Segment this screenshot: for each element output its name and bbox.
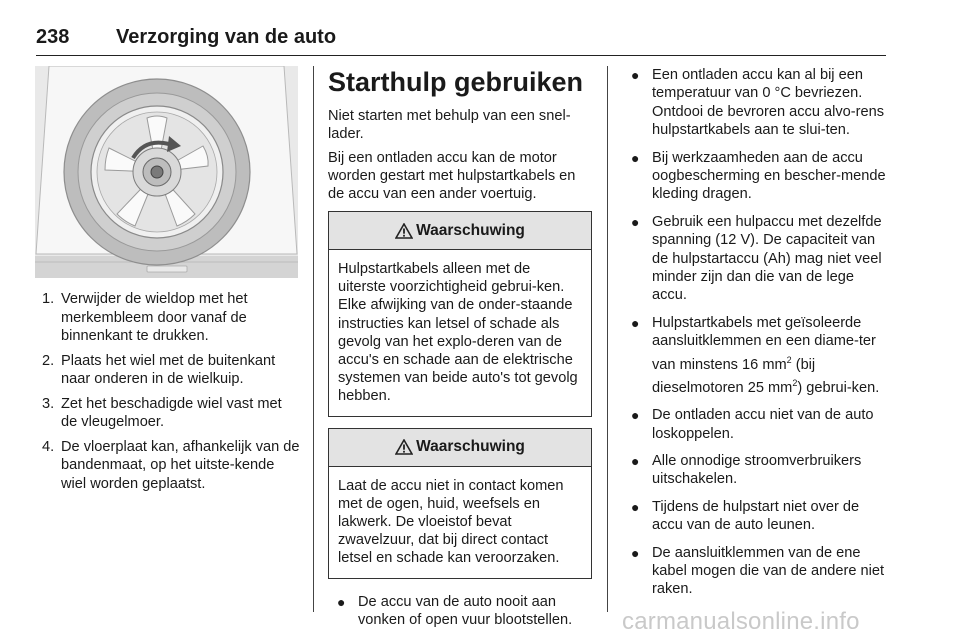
page-title: Verzorging van de auto	[116, 26, 337, 48]
column-divider	[607, 66, 608, 612]
list-item: ● Alle onnodige stroomverbruikers uitschakelen.	[631, 453, 862, 488]
column-middle	[328, 66, 592, 638]
list-item: ● Tijdens de hulpstart niet over de accu van de auto leunen.	[631, 498, 860, 534]
list-item: ● De aansluitklemmen van de ene kabel mogen die van de andere niet raken.	[631, 544, 885, 598]
list-item: 2. Plaats het wiel met de buitenkant naar onderen in de wielkuip.	[42, 352, 276, 387]
section-title: Starthulp gebruiken	[328, 67, 584, 97]
column-divider	[313, 66, 314, 612]
list-item: ● De accu van de auto nooit aan vonken of open vuur blootstellen.	[337, 593, 573, 629]
warning-label: Waarschuwing	[416, 438, 525, 456]
bullet-list	[622, 66, 890, 599]
page-header	[36, 26, 886, 56]
list-item: ● Hulpstartkabels met geïsoleerde aansluitklemmen en een diame-ter van minstens 16 $mm^2$ (bij dieselmotoren 25 $mm^2$) gebrui-ken.	[631, 314, 880, 396]
list-item: ● Een ontladen accu kan al bij een temperatuur van 0 °C bevriezen. Ontdooi de bevroren accu alvo-rens hulpstartkabels aan te slui-ten.	[631, 67, 885, 139]
watermark: carmanualsonline.info	[622, 608, 860, 635]
warning-triangle-icon	[395, 439, 413, 455]
instruction-steps	[36, 290, 300, 499]
column-right	[622, 66, 890, 608]
warning-label: Waarschuwing	[416, 221, 525, 239]
bullet-list	[328, 593, 592, 630]
warning-text: Laat de accu niet in contact komen met de ogen, huid, weefsels en lakwerk. De vloeistof bevat zwavelzuur, dat bij direct contact letsel en schade kan veroorzaken.	[338, 477, 564, 567]
intro-paragraph: Niet starten met behulp van een snel-lader.	[328, 108, 571, 142]
intro-paragraph: Bij een ontladen accu kan de motor worden gestart met hulpstartkabels en de accu van een ander voertuig.	[328, 150, 576, 202]
list-item: ● Bij werkzaamheden aan de accu oogbescherming en bescher-mende kleding dragen.	[631, 149, 886, 203]
warning-header	[329, 212, 591, 250]
spare-wheel-illustration	[35, 66, 298, 278]
warning-box	[328, 428, 592, 579]
list-item: 4. De vloerplaat kan, afhankelijk van de bandenmaat, op het uitste-kende wiel worden geplaatst.	[42, 438, 300, 492]
warning-header	[329, 429, 591, 467]
list-item: 1. Verwijder de wieldop met het merkembleem door vanaf de binnenkant te drukken.	[42, 291, 248, 344]
warning-text: Hulpstartkabels alleen met de uiterste voorzichtigheid gebrui-ken. Elke afwijking van de onder-staande instructies kan letsel of schade als gevolg van het explo-deren van de accu's en schade aan de elektrische systemen van beide auto's tot gevolg hebben.	[338, 261, 578, 405]
warning-triangle-icon	[395, 223, 413, 239]
page-number: 238	[36, 26, 70, 48]
list-item: ● Gebruik een hulpaccu met dezelfde spanning (12 V). De capaciteit van de hulpstartaccu (Ah) mag niet veel minder zijn dan die van de lege accu.	[631, 213, 882, 304]
list-item: ● De ontladen accu niet van de auto loskoppelen.	[631, 407, 874, 442]
warning-box	[328, 211, 592, 417]
list-item: 3. Zet het beschadigde wiel vast met de vleugelmoer.	[42, 395, 282, 430]
